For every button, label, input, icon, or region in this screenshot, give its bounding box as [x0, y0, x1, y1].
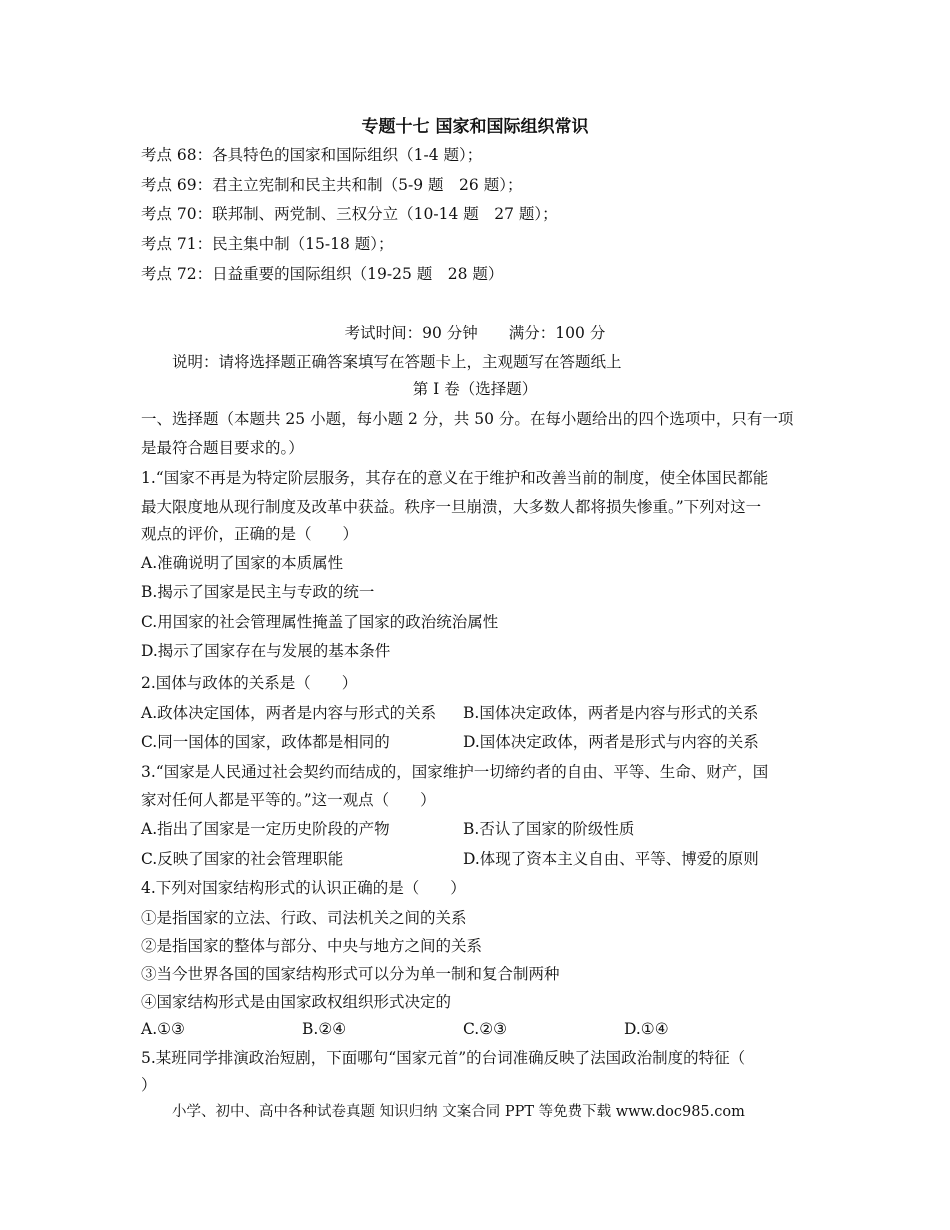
exam-info: 考试时间：90 分钟 满分：100 分 — [344, 324, 606, 342]
kaodian-71: 考点 71：民主集中制（15-18 题）； — [141, 235, 394, 253]
q4-option-a: A.①③ — [141, 1020, 185, 1038]
q4-option-b: B.②④ — [302, 1020, 347, 1038]
q1-option-d: D.揭示了国家存在与发展的基本条件 — [141, 642, 391, 660]
q4-item-1: ①是指国家的立法、行政、司法机关之间的关系 — [141, 909, 467, 927]
q4-item-4: ④国家结构形式是由国家政权组织形式决定的 — [141, 993, 452, 1011]
q1-stem-line2: 最大限度地从现行制度及改革中获益。秩序一旦崩溃，大多数人都将损失惨重。”下列对这一 — [141, 498, 762, 516]
q3-option-d: D.体现了资本主义自由、平等、博爱的原则 — [463, 850, 759, 868]
q4-item-2: ②是指国家的整体与部分、中央与地方之间的关系 — [141, 937, 483, 955]
q2-option-a: A.政体决定国体，两者是内容与形式的关系 — [141, 704, 437, 722]
q3-option-b: B.否认了国家的阶级性质 — [463, 820, 635, 838]
part-heading: 第 I 卷（选择题） — [412, 380, 538, 398]
q5-stem-line2: ） — [141, 1076, 157, 1094]
instruction-note: 说明：请将选择题正确答案填写在答题卡上，主观题写在答题纸上 — [172, 353, 622, 371]
q2-option-d: D.国体决定政体，两者是形式与内容的关系 — [463, 733, 759, 751]
q4-option-c: C.②③ — [463, 1020, 508, 1038]
q3-option-a: A.指出了国家是一定历史阶段的产物 — [141, 820, 390, 838]
q1-stem-line3: 观点的评价，正确的是（ ） — [141, 525, 359, 543]
q4-option-d: D.①④ — [624, 1020, 669, 1038]
q2-stem: 2.国体与政体的关系是（ ） — [141, 674, 358, 692]
q1-option-b: B.揭示了国家是民主与专政的统一 — [141, 583, 375, 601]
q3-stem-line2: 家对任何人都是平等的。”这一观点（ ） — [141, 791, 436, 809]
section-heading-line2: 是最符合题目要求的。） — [141, 439, 304, 457]
page-footer: 小学、初中、高中各种试卷真题 知识归纳 文案合同 PPT 等免费下载 www.doc985.com — [172, 1104, 745, 1120]
section-heading-line1: 一、选择题（本题共 25 小题，每小题 2 分，共 50 分。在每小题给出的四个选项中，只有一项 — [141, 410, 794, 428]
q1-stem-line1: 1.“国家不再是为特定阶层服务，其存在的意义在于维护和改善当前的制度，使全体国民都能 — [141, 469, 769, 487]
q5-stem-line1: 5.某班同学排演政治短剧，下面哪句“国家元首”的台词准确反映了法国政治制度的特征（ — [141, 1049, 746, 1067]
q2-option-c: C.同一国体的国家，政体都是相同的 — [141, 733, 390, 751]
q2-option-b: B.国体决定政体，两者是内容与形式的关系 — [463, 704, 759, 722]
q1-option-c: C.用国家的社会管理属性掩盖了国家的政治统治属性 — [141, 613, 499, 631]
q3-option-c: C.反映了国家的社会管理职能 — [141, 850, 344, 868]
kaodian-69: 考点 69：君主立宪制和民主共和制（5-9 题 26 题）； — [141, 176, 523, 194]
q4-stem: 4.下列对国家结构形式的认识正确的是（ ） — [141, 879, 466, 897]
q1-option-a: A.准确说明了国家的本质属性 — [141, 554, 344, 572]
kaodian-68: 考点 68：各具特色的国家和国际组织（1-4 题）； — [141, 146, 483, 164]
page-title: 专题十七 国家和国际组织常识 — [361, 117, 589, 137]
q4-item-3: ③当今世界各国的国家结构形式可以分为单一制和复合制两种 — [141, 965, 560, 983]
kaodian-72: 考点 72：日益重要的国际组织（19-25 题 28 题） — [141, 265, 504, 283]
kaodian-70: 考点 70：联邦制、两党制、三权分立（10-14 题 27 题）； — [141, 205, 558, 223]
q3-stem-line1: 3.“国家是人民通过社会契约而结成的，国家维护一切缔约者的自由、平等、生命、财产，国 — [141, 763, 769, 781]
